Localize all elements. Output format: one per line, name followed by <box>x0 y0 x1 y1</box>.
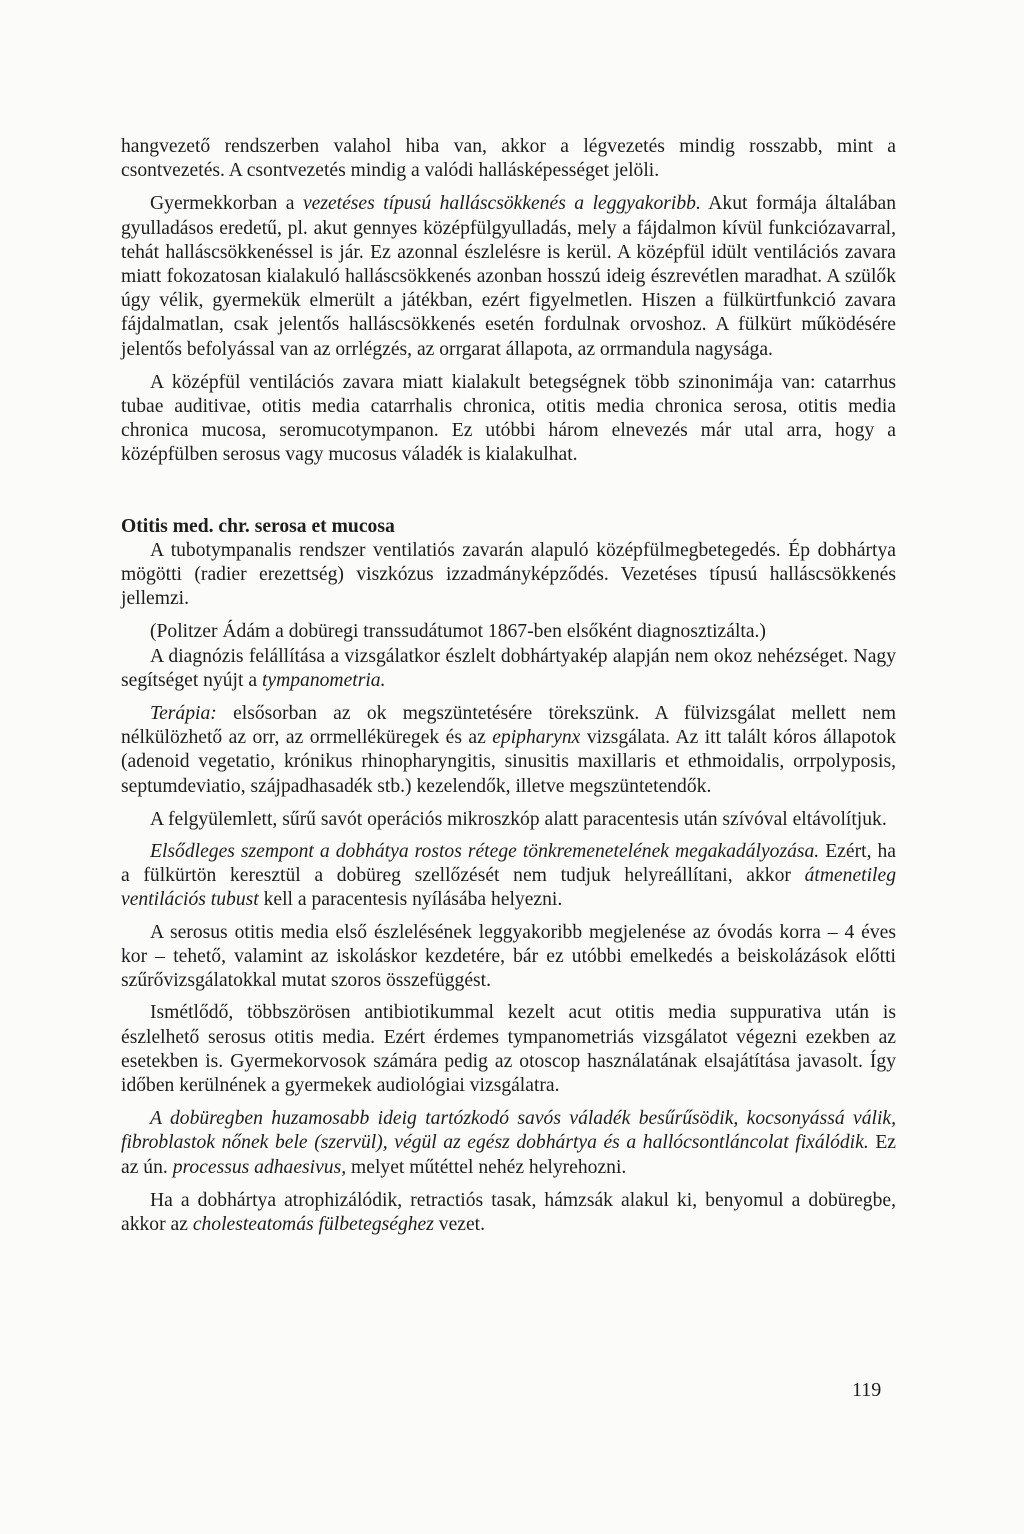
italic-text: átmenetileg ventilációs tubust <box>121 865 896 911</box>
paragraph: A tubotympanalis rendszer ventilatiós zavarán alapuló középfülmegbetegedés. Ép dobhártya mögötti (radier erezettség) viszkózus izzadmányképződés. Vezetéses típusú halláscsökkenés jellemzi. <box>121 539 896 610</box>
italic-text: Elsődleges szempont a dobhátya rostos rétege tönkremenetelének megakadályozása. <box>150 841 820 863</box>
italic-text: vezetéses típusú halláscsökkenés a leggyakoribb. <box>302 193 701 215</box>
text-run: kell a paracentesis nyílásába helyezni. <box>258 889 563 911</box>
text-run: elsősorban az ok megszüntetésére törekszünk. A fülvizsgálat mellett nem nélkülözhető az orr, az orrmelléküregek és az <box>121 703 896 749</box>
page-number: 119 <box>852 1379 882 1401</box>
text-run: Akut formája általában gyulladásos eredetű, pl. akut gennyes középfülgyulladás, mely a fájdalmon kívül funkciózavarral, tehát halláscsökkenéssel is jár. Ez azonnal észlelésre is kerül. A középfül idült ventilációs zavara miatt fokozatosan kialakuló halláscsökkenés azonban hosszú ideig észrevétlen maradhat. A szülők úgy vélik, gyermekük elmerült a játékban, ezért figyelmetlen. Hiszen a fülkürtfunkció zavara fájdalmatlan, csak jelentős halláscsökkenés esetén fordulnak orvoshoz. A fülkürt működésére jelentős befolyással van az orrlégzés, az orrgarat állapota, az orrmandula nagysága. <box>121 193 897 360</box>
paragraph: A felgyülemlett, sűrű savót operációs mikroszkóp alatt paracentesis után szívóval eltávolítjuk. <box>150 808 887 830</box>
italic-text: processus adhaesivus, <box>172 1156 347 1178</box>
text-run: Ezért, ha a fülkürtön keresztül a dobüreg szellőzését nem tudjuk helyreállítani, akkor <box>121 841 896 887</box>
paragraph <box>121 702 896 799</box>
text-run: vizsgálata. Az itt talált kóros állapotok (adenoid vegetatio, krónikus rhinopharyngitis, sinusitis maxillaris et ethmoidalis, orrpolyposis, septumdeviatio, szájpadhasadék stb.) kezelendők, illetve megszüntetendők. <box>121 727 896 797</box>
italic-text: epipharynx <box>492 727 581 749</box>
paragraph <box>121 1107 896 1180</box>
text-run: Gyermekkorban a <box>150 193 303 215</box>
italic-text: tympanometria. <box>261 669 386 691</box>
section-heading: Otitis med. chr. serosa et mucosa <box>121 515 395 537</box>
paragraph: (Politzer Ádám a dobüregi transsudátumot 1867-ben elsőként diagnosztizálta.) <box>150 621 766 643</box>
text-run: A diagnózis felállítása a vizsgálatkor észlelt dobhártyakép alapján nem okoz nehézséget. Nagy segítséget nyújt a <box>121 645 896 691</box>
paragraph <box>121 1189 896 1237</box>
paragraph <box>121 840 896 913</box>
text-run: Ez az ún. <box>121 1132 896 1178</box>
paragraph: Ismétlődő, többszörösen antibiotikummal kezelt acut otitis media suppurativa után is észlelhető serosus otitis media. Ezért érdemes tympanometriás vizsgálatot végezni ezekben az esetekben is. Gyermekorvosok számára pedig az otoscop használatának elsajátítása javasolt. Így időben kerülnének a gyermekek audiológiai vizsgálatra. <box>121 1002 896 1096</box>
paragraph: A középfül ventilációs zavara miatt kialakult betegségnek több szinonimája van: catarrhus tubae auditivae, otitis media catarrhalis chronica, otitis media chronica serosa, otitis media chronica mucosa, seromucotympanon. Ez utóbbi három elnevezés már utal arra, hogy a középfülben serosus vagy mucosus váladék is kialakulhat. <box>121 371 896 466</box>
italic-text: Terápia: <box>150 703 217 725</box>
italic-text: A dobüregben huzamosabb ideig tartózkodó savós váladék besűrűsödik, kocsonyássá válik, fibroblastok nőnek bele (szervül), végül az egész dobhártya és a hallócsontláncolat fixálódik. <box>121 1108 896 1154</box>
paragraph <box>121 192 896 361</box>
body-text <box>121 135 896 1237</box>
text-run: vezet. <box>433 1213 486 1235</box>
text-run: melyet műtéttel nehéz helyrehozni. <box>346 1156 627 1178</box>
paragraph <box>121 645 896 693</box>
text-run: Ha a dobhártya atrophizálódik, retractiós tasak, hámzsák alakul ki, benyomul a dobüregbe, akkor az <box>121 1189 896 1235</box>
paragraph: A serosus otitis media első észlelésének leggyakoribb megjelenése az óvodás korra – 4 éves kor – tehető, valamint az iskoláskor kezdetére, bár ez utóbbi emelkedés a beiskolázások előtti szűrővizsgálatokkal mutat szoros összefüggést. <box>121 921 896 992</box>
italic-text: cholesteatomás fülbetegséghez <box>192 1213 434 1235</box>
paragraph: hangvezető rendszerben valahol hiba van, akkor a légvezetés mindig rosszabb, mint a csontvezetés. A csontvezetés mindig a valódi hallásképességet jelöli. <box>121 136 896 182</box>
